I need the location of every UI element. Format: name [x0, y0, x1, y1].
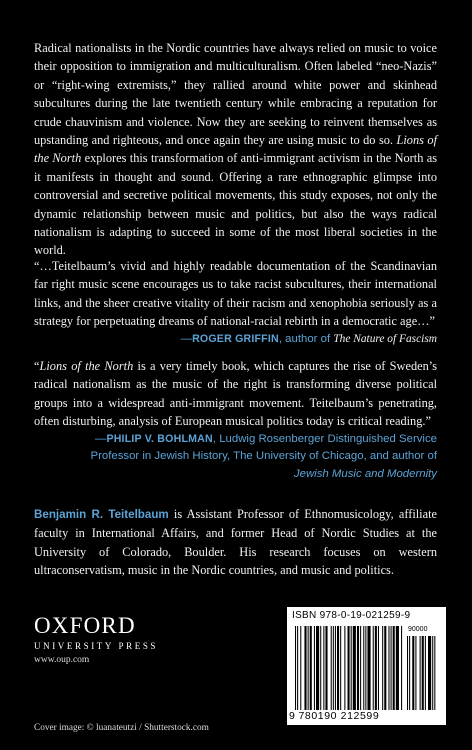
barcode-bar	[360, 626, 361, 710]
isbn-barcode	[287, 607, 446, 725]
barcode-bar	[344, 626, 345, 710]
publisher-logo	[34, 614, 158, 652]
barcode-bar	[308, 626, 309, 710]
barcode-bar	[393, 626, 395, 710]
barcode-bar	[323, 626, 324, 710]
barcode-bar	[295, 626, 296, 710]
reviewer-credential: , author of	[278, 332, 334, 345]
addon-bar	[434, 636, 435, 710]
barcode-digits: 9 780190 212599	[289, 710, 380, 722]
barcode-bar	[310, 626, 312, 710]
barcode-bar	[384, 626, 386, 710]
barcode-bar	[333, 626, 334, 710]
addon-bar	[420, 636, 421, 710]
review-quote-bohlman	[34, 357, 437, 483]
barcode-bar	[331, 626, 332, 710]
book-blurb	[34, 39, 437, 260]
quote-text: “Lions of the North is a very timely book, which captures the rise of Sweden’s radical nationalism as the music of the right is transforming diverse political groups into a widespread anti-immigrant movement. Teitelbaum’s penetrating, often disturbing, analysis of European musical politics today is critical reading.”	[34, 359, 437, 429]
quote-attribution: —PHILIP V. BOHLMAN, Ludwig Rosenberger Distinguished Service Professor in Jewish History, The University of Chicago, and author of Jewish Music and Modernity	[90, 432, 437, 480]
barcode-bar	[353, 626, 356, 710]
price-code: 90000	[408, 626, 428, 633]
addon-bar	[422, 636, 424, 710]
quoted-book-title: Lions of the North	[39, 359, 134, 373]
barcode-bar	[357, 626, 359, 710]
addon-bar	[425, 636, 426, 710]
author-name: Benjamin R. Teitelbaum	[34, 508, 169, 521]
barcode-bar	[335, 626, 336, 710]
barcode-bar	[314, 626, 315, 710]
author-bio	[34, 505, 437, 580]
publisher-subtitle: UNIVERSITY PRESS	[34, 641, 159, 651]
quote-attribution: —ROGER GRIFFIN, author of The Nature of Fascism	[180, 332, 437, 345]
quote-text: “…Teitelbaum’s vivid and highly readable documentation of the Scandinavian far right music scene encourages us to take racist subcultures, their international links, and the sheer creative vitality of their racism and xenophobia seriously as a strategy for perpetuating dreams of national-racial rebirth in a democratic age…”	[34, 259, 437, 329]
barcode-bar	[375, 626, 377, 710]
barcode-bar	[388, 626, 389, 710]
cover-credit: Cover image: © luanateutzi / Shutterstock.com	[34, 723, 209, 733]
blurb-book-title: Lions of the North	[34, 133, 437, 166]
barcode-bar	[382, 626, 383, 710]
barcode-bar	[365, 626, 366, 710]
barcode-bar	[316, 626, 319, 710]
barcode-bar	[337, 626, 339, 710]
publisher-url: www.oup.com	[34, 655, 90, 665]
barcode-bar	[363, 626, 364, 710]
barcode-bar	[378, 626, 379, 710]
barcode-bar	[348, 626, 350, 710]
reviewer-name: ROGER GRIFFIN	[192, 332, 279, 345]
barcode-bar	[320, 626, 321, 710]
barcode-bar	[396, 626, 399, 710]
addon-bar	[428, 636, 431, 710]
reviewer-book-title: Jewish Music and Modernity	[293, 467, 437, 480]
barcode-bar	[367, 626, 370, 710]
blurb-part2: explores this transformation of anti-immigrant activism in the North as it manifests in thought and sound. Offering a rare ethnographic glimpse into controversial and secretive political movements, this study exposes, not only the dynamic relationship between music and politics, but also the ways radical nationalism is adapting to succeed in some of the most liberal societies in the world.	[34, 151, 437, 258]
addon-bar	[432, 636, 433, 710]
barcode-bar	[340, 626, 341, 710]
addon-bar	[415, 636, 416, 710]
reviewer-book-title: The Nature of Fascism	[333, 332, 437, 345]
reviewer-name: PHILIP V. BOHLMAN	[106, 432, 213, 445]
barcode-bar	[401, 626, 402, 710]
barcode-bar	[325, 626, 327, 710]
reviewer-credential: , Ludwig Rosenberger Distinguished Service Professor in Jewish History, The University of Chicago, and author of	[90, 432, 437, 463]
barcode-bar	[391, 626, 392, 710]
barcode-bar	[300, 626, 301, 710]
addon-bar	[407, 636, 408, 710]
barcode-bar	[351, 626, 352, 710]
addon-bar	[409, 636, 410, 710]
barcode-bar	[297, 626, 298, 710]
barcode-bar	[304, 626, 306, 710]
barcode-bars	[295, 626, 438, 710]
barcode-bar	[373, 626, 374, 710]
review-quote-griffin	[34, 257, 437, 348]
addon-bar	[412, 636, 414, 710]
publisher-name: OXFORD	[34, 613, 136, 638]
author-bio-text: is Assistant Professor of Ethnomusicology, affiliate faculty in International Affairs, and former Head of Nordic Studies at the University of Colorado, Boulder. His research focuses on western ultraconservatism, music in the Nordic countries, and music and politics.	[34, 507, 438, 578]
blurb-part1: Radical nationalists in the Nordic countries have always relied on music to voice their opposition to immigration and multiculturalism. Often labeled “neo-Nazis” or “right-wing extremists,” they rallied around white power and skinhead subcultures during the late twentieth century while embracing a reputation for crude chauvinism and violence. Now they are seeking to reinvent themselves as upstanding and righteous, and once again they are using music to do so.	[34, 41, 437, 148]
isbn-label: ISBN 978-0-19-021259-9	[292, 610, 411, 621]
